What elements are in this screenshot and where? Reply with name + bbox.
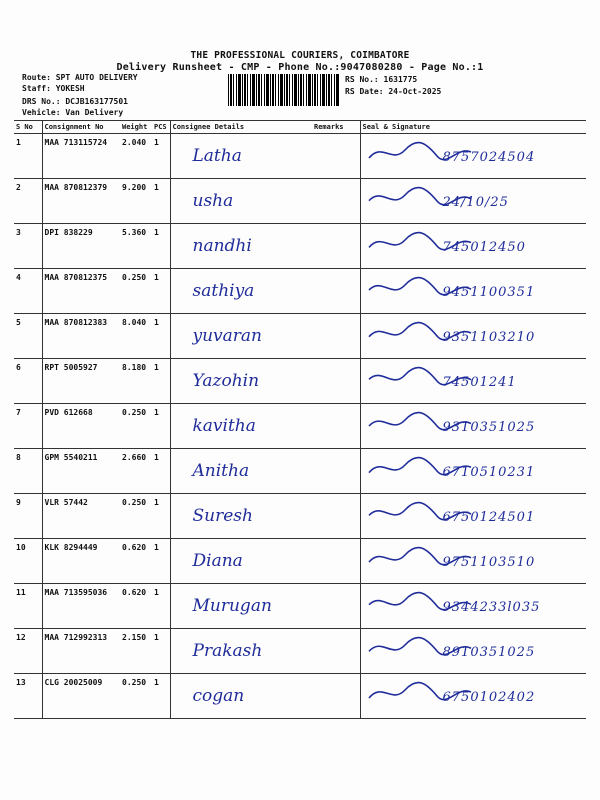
cell-sno: 6 [14,359,42,404]
consignee-handwritten-name: nandhi [192,236,252,256]
cell-sno: 10 [14,539,42,584]
handwritten-phone: 8910351025 [442,645,536,660]
consignee-handwritten-name: Diana [192,551,243,571]
cell-consignee [170,359,312,404]
cell-remarks [312,314,360,359]
cell-sno: 8 [14,449,42,494]
cell-pcs: 1 [152,404,170,449]
cell-pcs: 1 [152,539,170,584]
signature-area [363,138,585,174]
cell-weight: 0.620 [120,539,152,584]
cell-weight: 5.360 [120,224,152,269]
cell-seal [360,404,586,449]
cell-consignee [170,494,312,539]
cell-weight: 2.040 [120,134,152,179]
barcode [228,74,340,106]
signature-area [363,318,585,354]
cell-seal [360,539,586,584]
cell-weight: 0.250 [120,494,152,539]
handwritten-phone: 9751103510 [442,555,536,570]
cell-consignment: MAA 713115724 [42,134,120,179]
cell-remarks [312,494,360,539]
consignee-handwritten-name: cogan [192,686,245,706]
drs-number: DRS No.: DCJB163177501 [22,97,128,106]
cell-seal [360,134,586,179]
cell-pcs: 1 [152,359,170,404]
signature-area [363,453,585,489]
cell-sno: 13 [14,674,42,719]
cell-consignment: KLK 8294449 [42,539,120,584]
signature-area [363,273,585,309]
cell-pcs: 1 [152,269,170,314]
cell-consignee [170,584,312,629]
signature-area [363,408,585,444]
table-row [14,359,586,404]
col-consignee: Consignee Details [170,121,312,134]
cell-pcs: 1 [152,224,170,269]
cell-consignment: GPM 5540211 [42,449,120,494]
consignee-handwritten-name: Murugan [192,596,272,616]
cell-pcs: 1 [152,449,170,494]
cell-consignment: PVD 612668 [42,404,120,449]
consignee-handwritten-name: Suresh [192,506,253,526]
cell-pcs: 1 [152,179,170,224]
table-row [14,134,586,179]
cell-consignment: MAA 870812383 [42,314,120,359]
table-row [14,674,586,719]
cell-weight: 0.250 [120,404,152,449]
cell-remarks [312,584,360,629]
consignee-handwritten-name: usha [192,191,234,211]
col-sno: S No [14,121,42,134]
cell-seal [360,179,586,224]
cell-weight: 8.040 [120,314,152,359]
cell-weight: 2.660 [120,449,152,494]
consignee-handwritten-name: Yazohin [192,371,260,391]
cell-sno: 12 [14,629,42,674]
company-title: THE PROFESSIONAL COURIERS, COIMBATORE [190,50,410,61]
handwritten-phone: 8757024504 [442,150,536,165]
table-row [14,449,586,494]
table-row [14,269,586,314]
runsheet-subtitle: Delivery Runsheet - CMP - Phone No.:9047080280 - Page No.:1 [116,62,484,73]
route-label: Route: SPT AUTO DELIVERY [22,73,138,82]
cell-consignee [170,404,312,449]
table-row [14,539,586,584]
cell-pcs: 1 [152,494,170,539]
staff-label: Staff: YOKESH [22,84,85,93]
cell-weight: 0.620 [120,584,152,629]
signature-area [363,678,585,714]
rs-number: RS No.: 1631775 [345,75,418,84]
cell-sno: 11 [14,584,42,629]
signature-area [363,543,585,579]
cell-consignee [170,449,312,494]
cell-remarks [312,359,360,404]
table-row [14,404,586,449]
handwritten-phone: 9451100351 [442,285,536,300]
cell-weight: 0.250 [120,269,152,314]
table-header-row [14,121,586,134]
cell-seal [360,269,586,314]
cell-pcs: 1 [152,584,170,629]
cell-pcs: 1 [152,674,170,719]
col-seal: Seal & Signature [360,121,586,134]
signature-area [363,498,585,534]
signature-area [363,183,585,219]
cell-sno: 7 [14,404,42,449]
cell-remarks [312,269,360,314]
cell-sno: 9 [14,494,42,539]
cell-remarks [312,674,360,719]
cell-consignee [170,224,312,269]
cell-seal [360,224,586,269]
handwritten-phone: 24/10/25 [442,195,509,210]
signature-area [363,633,585,669]
handwritten-phone: 9351103210 [442,330,536,345]
cell-weight: 0.250 [120,674,152,719]
cell-seal [360,584,586,629]
cell-remarks [312,629,360,674]
cell-remarks [312,449,360,494]
cell-consignment: RPT 5005927 [42,359,120,404]
cell-remarks [312,404,360,449]
col-consignment: Consignment No [42,121,120,134]
consignee-handwritten-name: Latha [192,146,242,166]
cell-consignment: VLR 57442 [42,494,120,539]
cell-consignee [170,269,312,314]
cell-consignee [170,314,312,359]
cell-pcs: 1 [152,134,170,179]
table-row [14,629,586,674]
table-row [14,494,586,539]
cell-seal [360,629,586,674]
cell-seal [360,359,586,404]
cell-sno: 4 [14,269,42,314]
cell-remarks [312,179,360,224]
signature-area [363,228,585,264]
cell-remarks [312,134,360,179]
handwritten-phone: 745012450 [442,240,526,255]
cell-consignment: MAA 712992313 [42,629,120,674]
col-weight: Weight [120,121,152,134]
cell-consignee [170,134,312,179]
cell-sno: 3 [14,224,42,269]
signature-area [363,588,585,624]
cell-consignee [170,179,312,224]
cell-consignee [170,629,312,674]
cell-consignment: CLG 20025009 [42,674,120,719]
handwritten-phone: 9344233l035 [442,600,541,615]
handwritten-phone: 6710510231 [442,465,536,480]
table-row [14,314,586,359]
cell-remarks [312,539,360,584]
cell-consignee [170,539,312,584]
col-pcs: PCS [152,121,170,134]
table-row [14,224,586,269]
consignee-handwritten-name: sathiya [192,281,255,301]
cell-consignment: MAA 870812375 [42,269,120,314]
table-row [14,179,586,224]
handwritten-phone: 6750124501 [442,510,536,525]
table-row [14,584,586,629]
cell-sno: 2 [14,179,42,224]
vehicle-label: Vehicle: Van Delivery [22,108,124,117]
cell-seal [360,449,586,494]
cell-seal [360,314,586,359]
signature-area [363,363,585,399]
cell-sno: 5 [14,314,42,359]
consignee-handwritten-name: Prakash [192,641,263,661]
col-remarks: Remarks [312,121,360,134]
consignee-handwritten-name: kavitha [192,416,256,436]
cell-sno: 1 [14,134,42,179]
consignee-handwritten-name: Anitha [192,461,250,481]
cell-remarks [312,224,360,269]
rs-date: RS Date: 24-Oct-2025 [345,87,442,96]
handwritten-phone: 6750102402 [442,690,536,705]
cell-pcs: 1 [152,314,170,359]
cell-consignee [170,674,312,719]
cell-consignment: DPI 838229 [42,224,120,269]
handwritten-phone: 74501241 [442,375,517,390]
runsheet-table [14,120,586,719]
cell-seal [360,674,586,719]
cell-weight: 8.180 [120,359,152,404]
cell-seal [360,494,586,539]
consignee-handwritten-name: yuvaran [192,326,263,346]
cell-pcs: 1 [152,629,170,674]
cell-consignment: MAA 713595036 [42,584,120,629]
cell-weight: 2.150 [120,629,152,674]
handwritten-phone: 9310351025 [442,420,536,435]
cell-weight: 9.200 [120,179,152,224]
cell-consignment: MAA 870812379 [42,179,120,224]
